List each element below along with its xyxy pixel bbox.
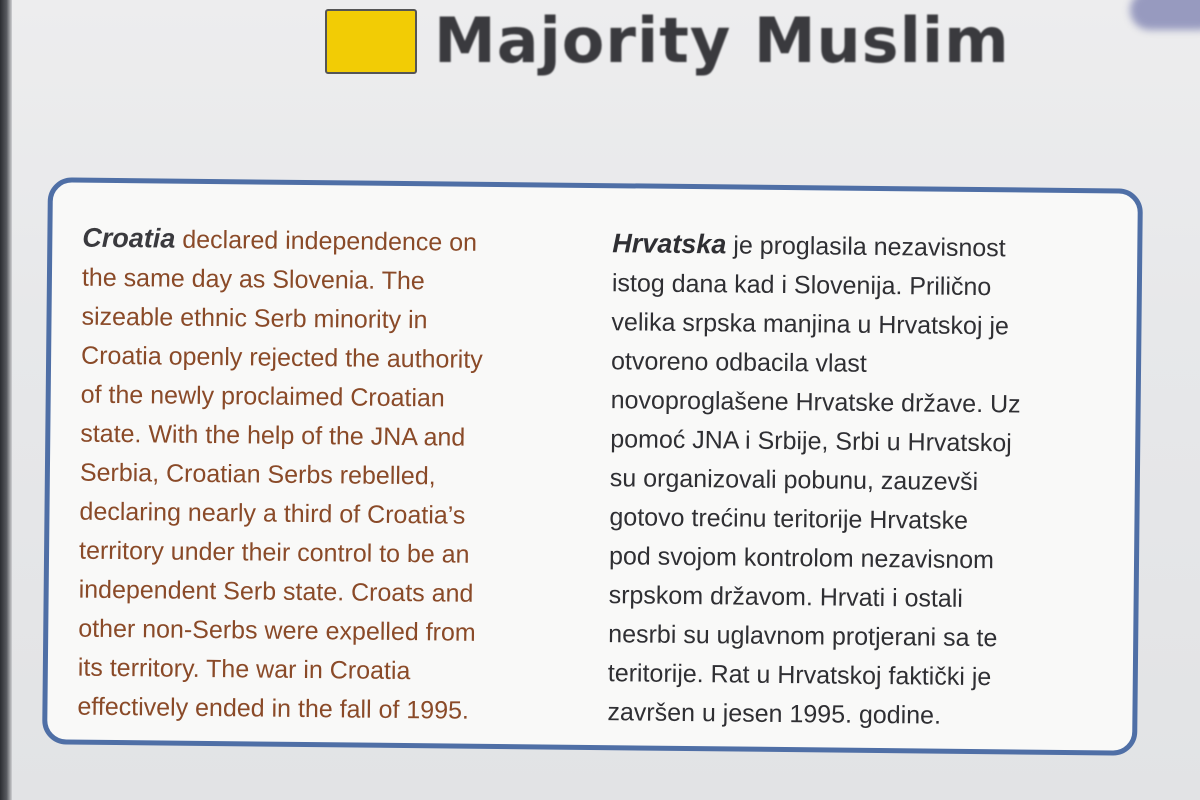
english-line: the same day as Slovenia. The: [81, 263, 425, 296]
croatian-line: velika srpska manjina u Hrvatskoj je: [611, 308, 1010, 341]
croatian-line: pod svojom kontrolom nezavisnom: [608, 542, 995, 575]
croatian-line: gotovo trećinu teritorije Hrvatske: [609, 503, 969, 535]
text-panel: [42, 177, 1143, 755]
croatian-line: pomoć JNA i Srbije, Srbi u Hrvatskoj: [610, 425, 1012, 458]
croatian-column: [607, 224, 1112, 737]
croatian-line: srpskom državom. Hrvati i ostali: [608, 581, 964, 613]
legend-color-swatch: [325, 9, 417, 74]
croatian-line: su organizovali pobunu, zauzevši: [609, 464, 979, 497]
english-lead: Croatia: [82, 222, 176, 254]
english-line: other non-Serbs were expelled from: [78, 614, 476, 647]
display-frame-edge: [0, 0, 12, 800]
croatian-line: novoproglašene Hrvatske države. Uz: [610, 386, 1021, 419]
croatian-line: teritorije. Rat u Hrvatskoj faktički je: [607, 659, 992, 692]
croatian-line-text: je proglasila nezavisnost: [726, 231, 1006, 263]
english-line: Serbia, Croatian Serbs rebelled,: [79, 458, 436, 491]
english-line: of the newly proclaimed Croatian: [80, 380, 445, 413]
english-line: [82, 219, 582, 264]
english-line: independent Serb state. Croats and: [78, 575, 474, 608]
croatian-line: nesrbi su uglavnom protjerani sa te: [608, 620, 998, 653]
croatian-line: završen u jesen 1995. godine.: [607, 698, 942, 730]
croatian-lead: Hrvatska: [612, 228, 727, 260]
english-line: declaring nearly a third of Croatia’s: [79, 497, 466, 530]
english-line: its territory. The war in Croatia: [77, 653, 411, 686]
background-blur-shape: [1130, 0, 1200, 30]
legend-label: Majority Muslim: [434, 4, 1010, 77]
english-line: effectively ended in the fall of 1995.: [77, 692, 470, 725]
croatian-line: istog dana kad i Slovenija. Prilično: [611, 269, 992, 302]
english-line: Croatia openly rejected the authority: [80, 341, 483, 374]
english-line: sizeable ethnic Serb minority in: [81, 302, 428, 335]
croatian-line: [612, 224, 1112, 269]
english-line: territory under their control to be an: [78, 536, 470, 569]
english-line: state. With the help of the JNA and: [80, 419, 466, 452]
croatian-line: otvoreno odbacila vlast: [610, 347, 867, 378]
english-column: [77, 219, 582, 732]
english-line-text: declared independence on: [175, 225, 478, 257]
